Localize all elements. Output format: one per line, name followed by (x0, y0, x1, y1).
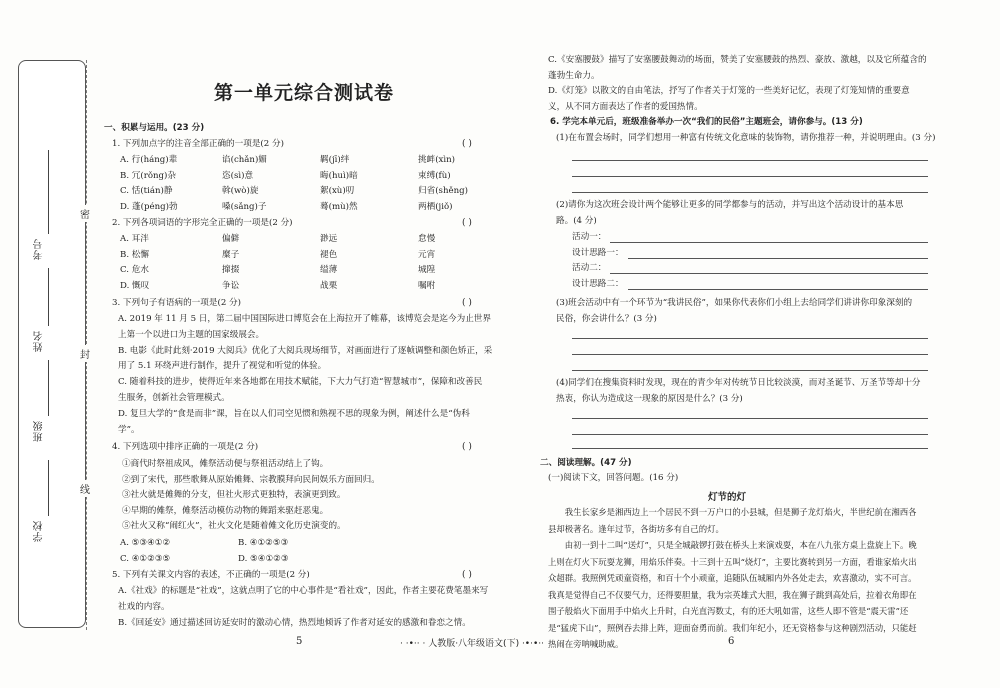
q6-part2-field-label: 设计思路二： (572, 278, 624, 289)
answer-line[interactable] (572, 160, 928, 161)
q2-option-item: 怠慢 (418, 234, 436, 244)
q2-option-item: B. 松懈 (120, 249, 149, 260)
q2-option-item: 偏僻 (222, 234, 240, 244)
q3-option-line: 学”。 (118, 424, 140, 435)
q4-stem: 4. 下列选项中排序正确的一项是(2 分) (112, 442, 259, 452)
q3-option-line: D. 复旦大学的“食是而非”课，旨在以人们司空见惯和熟视不思的现象为例，阐述什么是“伪科 (118, 408, 470, 419)
reading-part1-instruction: (一)阅读下文，回答问题。(16 分) (548, 473, 679, 483)
q5-option-line: B.《回延安》通过描述回访延安时的激动心情，热烈地倾诉了作者对延安的感激和眷恋之情。 (118, 618, 471, 628)
q1-option-item: 蓦(mù)然 (320, 201, 358, 212)
q4-option-item: B. ④①②⑤③ (238, 538, 289, 548)
q4-statement-line: ②到了宋代，那些歌舞从原始傩舞、宗教膜拜向民间娱乐方面回归。 (122, 474, 380, 485)
q4-option-item: D. ⑤④①②③ (238, 553, 289, 564)
q5-option-line: A.《社戏》的标题是“社戏”，这就点明了它的中心事件是“看社戏”，因此，作者主要花费笔墨来写 (118, 586, 489, 596)
page-number-right: 6 (728, 636, 735, 647)
q2-option-item: 撺掇 (222, 265, 240, 275)
q1-answer-paren[interactable]: ( ) (462, 139, 472, 149)
q2-option-item: 糜子 (222, 249, 240, 260)
seal-char-mi: 密 (80, 205, 90, 222)
q6-part4-text: (4)同学们在搜集资料时发现，现在的青少年对传统节日比较淡漠，而对圣诞节、万圣节等却十分 (556, 378, 921, 388)
answer-line[interactable] (572, 192, 928, 193)
q1-option-item: 谄(chǎn)媚 (222, 155, 267, 165)
q1-option-item: 挑衅(xìn) (418, 155, 456, 165)
q3-stem: 3. 下列句子有语病的一项是(2 分) (112, 298, 241, 308)
q2-option-item: 元宵 (418, 249, 436, 260)
q4-answer-paren[interactable]: ( ) (462, 442, 472, 452)
q6-part2-text: 路。(4 分) (556, 215, 597, 226)
answer-line[interactable] (610, 242, 928, 243)
q6-part3-text: (3)班会活动中有一个环节为“我讲民俗”，如果你代表你们小组上去给同学们讲讲你印象深刻的 (556, 298, 913, 308)
q3-answer-paren[interactable]: ( ) (462, 298, 472, 308)
answer-line[interactable] (572, 418, 928, 419)
q2-option-item: 褪色 (320, 249, 338, 260)
q5-stem: 5. 下列有关课文内容的表述，不正确的一项是(2 分) (112, 570, 310, 580)
q5-option-line: 社戏的内容。 (118, 602, 170, 612)
q4-statement-line: ①商代时祭祖成风，傩祭活动便与祭祖活动结上了钩。 (122, 459, 329, 469)
q3-option-line: 生服务，创新社会管理模式。 (118, 393, 230, 403)
q1-option-item: 絮(xù)叨 (320, 186, 355, 196)
q2-option-item: C. 危水 (120, 265, 149, 275)
answer-line[interactable] (572, 338, 928, 339)
q1-option-item: B. 冗(rǒng)杂 (120, 170, 176, 181)
q2-stem: 2. 下列各项词语的字形完全正确的一项是(2 分) (112, 218, 293, 228)
answer-line[interactable] (572, 434, 928, 435)
q6-stem: 6. 学完本单元后，班级准备举办一次“我们的民俗”主题班会，请你参与。(13 分) (550, 117, 863, 127)
q5-option-line: 义，从不同方面表达了作者的爱国热情。 (548, 101, 703, 112)
q3-option-line: A. 2019 年 11 月 5 日，第二届中国国际进口博览会在上海拉开了帷幕，该博览会是迄今为止世界 (118, 314, 491, 324)
q1-option-item: 嗓(sǎng)子 (222, 201, 267, 212)
q6-part3-text: 民俗，你会讲什么？(3 分) (556, 313, 657, 324)
q1-option-item: A. 行(háng)辈 (120, 155, 178, 165)
q4-statement-line: ③社火就是傩舞的分支，但社火形式更独特，表演更到致。 (122, 490, 346, 500)
q6-part4-text: 热衷，你认为造成这一现象的原因是什么？(3 分) (556, 393, 743, 404)
q1-option-item: 束缚(fù) (418, 170, 451, 181)
q1-option-item: 晦(huì)暗 (320, 170, 358, 181)
answer-line[interactable] (572, 354, 928, 355)
exam-number-label: 考号 (34, 238, 45, 260)
q2-option-item: 渺远 (320, 234, 338, 244)
binding-margin (18, 60, 86, 628)
answer-line[interactable] (572, 370, 928, 371)
q6-part2-field-label: 活动一： (572, 232, 607, 242)
q1-option-item: C. 恬(tián)静 (120, 186, 173, 196)
q5-option-line: D.《灯笼》以散文的自由笔法，抒写了作者关于灯笼的一些美好记忆，表现了灯笼知情的重要意 (548, 86, 910, 96)
q5-option-line: 蓬勃生命力。 (548, 70, 600, 81)
page-title: 第一单元综合测试卷 (214, 82, 395, 104)
school-field-line (48, 460, 49, 516)
answer-line[interactable] (572, 176, 928, 177)
page-number-left: 5 (296, 636, 303, 647)
q3-option-line: B. 电影《此时此刻·2019 大阅兵》优化了大阅兵现场细节，对画面进行了逐帧调整和颜色矫正，采 (118, 345, 493, 356)
class-field-line (48, 360, 49, 416)
passage-paragraph-1: 我生长家乡是湘西边上一个居民不到一万户口的小县城，但是狮子龙灯焰火，半世纪前在湘西各县却极著名。逢年过节，各街坊多有自己的灯。 (548, 507, 917, 534)
q1-option-item: 归省(shěng) (418, 186, 468, 196)
name-label: 姓名 (34, 330, 45, 352)
seal-char-feng: 封 (80, 345, 90, 362)
class-label: 班级 (34, 420, 45, 442)
passage-title: 灯节的灯 (708, 492, 747, 503)
name-field-line (48, 268, 49, 326)
q2-answer-paren[interactable]: ( ) (462, 218, 472, 228)
q2-option-item: 争讼 (222, 280, 240, 291)
q3-option-line: 上第一个以进口为主题的国家级展会。 (118, 329, 265, 340)
answer-line[interactable] (572, 448, 928, 449)
q2-option-item: 缢薄 (320, 265, 338, 275)
q3-option-line: 用了 5.1 环绕声进行制作，提升了视觉和听觉的体验。 (118, 361, 327, 372)
exam-number-field-line (48, 150, 49, 234)
q5-option-line: C.《安塞腰鼓》描写了安塞腰鼓舞动的场面，赞美了安塞腰鼓的热烈、豪放、激越，以及它所蕴含的 (548, 55, 927, 65)
q1-stem: 1. 下列加点字的注音全部正确的一项是(2 分) (112, 139, 284, 149)
q6-part2-text: (2)请你为这次班会设计两个能够让更多的同学都参与的活动，并写出这个活动设计的基本思 (556, 200, 904, 210)
q6-part2-field-label: 设计思路一： (572, 247, 624, 258)
q6-part2-field-label: 活动二： (572, 263, 607, 274)
q4-statement-line: ⑤社火又称“闹红火”，社火文化是随着傩文化历史演变的。 (122, 521, 346, 531)
q4-option-item: C. ④①②③⑤ (120, 553, 171, 564)
q4-option-item: A. ⑤③④①② (120, 538, 171, 548)
q2-option-item: 城隍 (418, 265, 436, 275)
q1-option-item: 羁(jī)绊 (320, 155, 350, 165)
q2-option-item: 嘱咐 (418, 280, 436, 291)
q1-option-item: D. 蓬(péng)勃 (120, 201, 178, 212)
answer-line[interactable] (610, 273, 928, 274)
passage-paragraph-2: 由初一到十二叫“送灯”，只是全城敲锣打鼓在桥头上来演戏耍，本在八九张方桌上盘旋上下。晚上则在灯火下玩耍龙狮，用焰乐伴奏。十三到十五叫“烧灯”，主要比赛转到另一方面，看谁家焰火出众超群。我照例凭顽童资格，和百十个小顽童，追随队伍城厢内外各处走去，欢喜激动，实不可言。我真是觉得自己不仅要气力，还得要胆量，我为宗英雄式大胆，我在狮子跳到高处后，拉着衣角即在围子般焰火下面用手中焰火上升时，白光直泻数丈，有的还大吼如雷，这些人即不管是“震天雷”还是“猛虎下山”，照例吞去排上阵，迎面奋勇而前。我们年纪小，还无资格参与这种剧烈活动，只能赶热闹在旁呐喊助威。 (548, 540, 917, 649)
q3-option-line: C. 随着科技的进步，使得近年来各地都在用技术赋能，下大力气打造“智慧城市”，保障和改善民 (118, 377, 483, 388)
seal-char-xian: 线 (80, 480, 90, 497)
answer-line[interactable] (628, 289, 928, 290)
section-2-heading: 二、阅读理解。(47 分) (540, 458, 632, 468)
q1-option-item: 恣(sì)意 (222, 170, 254, 181)
school-label: 学校 (34, 520, 45, 542)
q1-option-item: 斡(wò)旋 (222, 186, 259, 196)
q4-statement-line: ④早期的傩祭，傩祭活动模仿动物的舞蹈来驱赶恶鬼。 (122, 505, 329, 516)
q6-part1-text: (1)在布置会场时，同学们想用一种富有传统文化意味的装饰物，请你推荐一种，并说明理由。(3 分) (556, 133, 936, 143)
section-1-heading: 一、积累与运用。(23 分) (104, 123, 205, 133)
q2-option-item: 战栗 (320, 280, 338, 291)
q2-option-item: D. 慨叹 (120, 280, 150, 291)
q2-option-item: A. 耳泮 (120, 234, 149, 244)
q5-answer-paren[interactable]: ( ) (462, 570, 472, 580)
answer-line[interactable] (628, 258, 928, 259)
footer-textbook-label: · ·•·· · 人教版·八年级语文(下) ·•·•·· (400, 639, 545, 649)
q1-option-item: 两栖(jiǒ) (418, 201, 453, 212)
